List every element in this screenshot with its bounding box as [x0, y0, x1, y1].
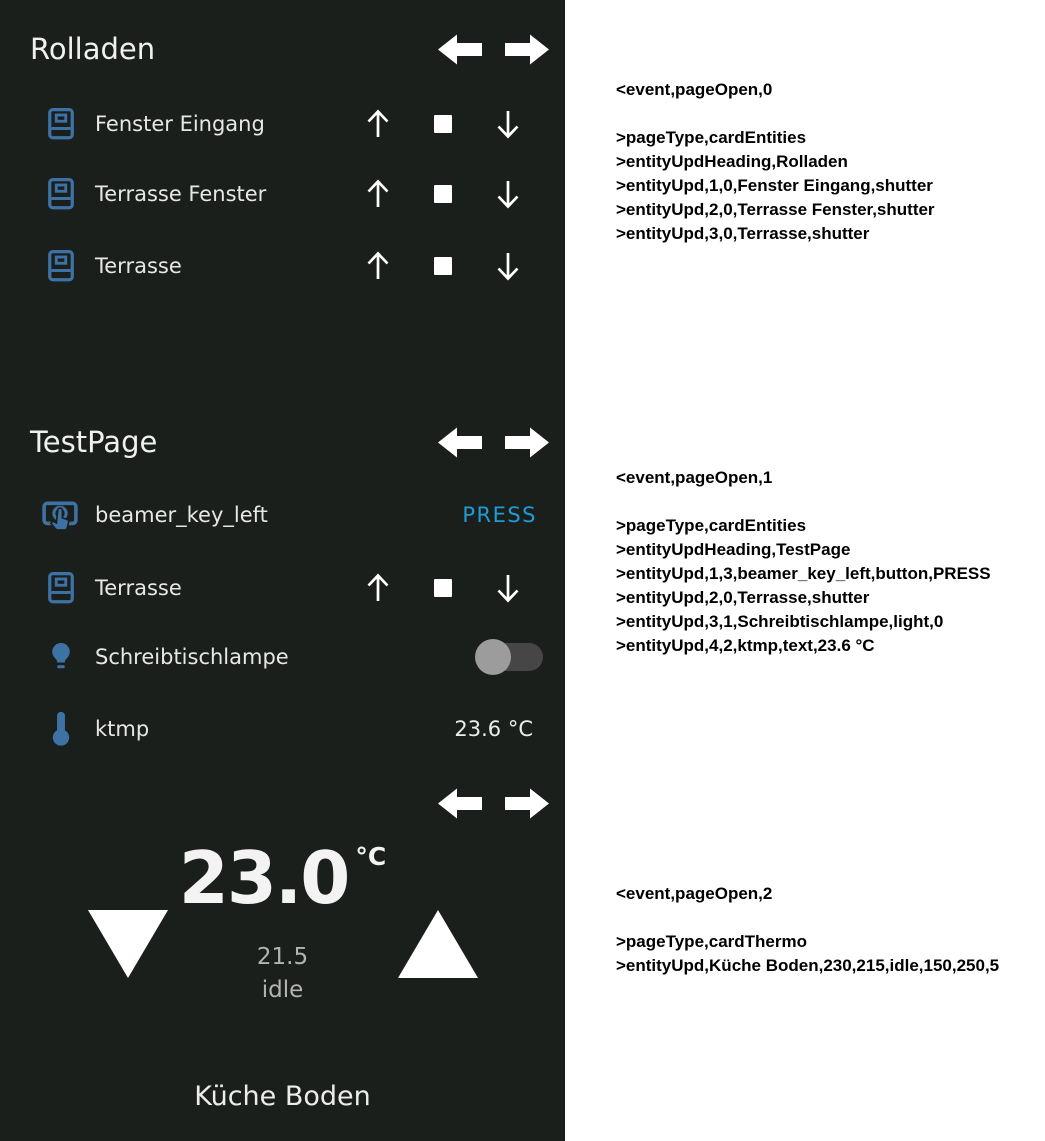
shutter-stop-button[interactable] — [427, 177, 458, 211]
thermostat-title: Küche Boden — [194, 1081, 371, 1112]
text-entity-value: 23.6 °C — [454, 717, 533, 741]
stop-square-icon — [434, 115, 452, 133]
protocol-gap — [616, 490, 1041, 514]
entity-label: Terrasse — [95, 576, 182, 600]
stop-square-icon — [434, 185, 452, 203]
shutter-stop-button[interactable] — [427, 249, 458, 283]
shutter-up-button[interactable] — [362, 107, 393, 141]
press-button[interactable]: PRESS — [462, 503, 537, 527]
entity-label: ktmp — [95, 717, 150, 741]
protocol-line: >pageType,cardEntities — [616, 516, 807, 535]
arrow-left-icon — [438, 424, 482, 461]
entity-label: Schreibtischlampe — [95, 645, 289, 669]
nav-prev-button[interactable] — [438, 424, 482, 461]
entity-label: Terrasse Fenster — [95, 182, 267, 206]
protocol-line: >entityUpd,1,0,Fenster Eingang,shutter — [616, 176, 933, 195]
arrow-up-icon — [363, 107, 393, 141]
toggle-knob — [475, 639, 511, 675]
gesture-tap-button-icon — [42, 499, 78, 532]
shutter-down-button[interactable] — [492, 571, 523, 605]
arrow-right-icon — [505, 31, 549, 68]
arrow-up-icon — [363, 249, 393, 283]
stop-square-icon — [434, 257, 452, 275]
shutter-controls — [362, 177, 523, 211]
protocol-block-page1 — [616, 466, 1041, 658]
page-nav — [438, 31, 549, 68]
page-title: Rolladen — [30, 32, 156, 66]
entity-row-terrasse — [0, 566, 565, 610]
nav-prev-button[interactable] — [438, 785, 482, 822]
window-shutter-icon — [46, 572, 76, 605]
light-toggle-off[interactable] — [477, 643, 543, 671]
window-shutter-icon — [46, 178, 76, 211]
thermometer-icon — [49, 710, 73, 748]
protocol-line: >entityUpdHeading,Rolladen — [616, 152, 848, 171]
window-shutter-icon — [46, 108, 76, 141]
hvac-state: idle — [261, 977, 304, 1003]
current-temperature-value: 23.0 — [178, 836, 349, 920]
entity-row-beamer-key-left — [0, 493, 565, 537]
entity-label: beamer_key_left — [95, 503, 268, 527]
shutter-down-button[interactable] — [492, 177, 523, 211]
window-shutter-icon — [46, 250, 76, 283]
protocol-line: >entityUpdHeading,TestPage — [616, 540, 851, 559]
protocol-line: >pageType,cardThermo — [616, 932, 807, 951]
shutter-up-button[interactable] — [362, 249, 393, 283]
protocol-line: >entityUpd,4,2,ktmp,text,23.6 °C — [616, 636, 875, 655]
page-nav — [438, 424, 549, 461]
shutter-controls — [362, 571, 523, 605]
arrow-right-icon — [505, 424, 549, 461]
protocol-line: >entityUpd,3,1,Schreibtischlampe,light,0 — [616, 612, 944, 631]
current-temperature — [0, 836, 565, 920]
shutter-controls — [362, 249, 523, 283]
stop-square-icon — [434, 579, 452, 597]
arrow-down-icon — [493, 249, 523, 283]
protocol-line: >entityUpd,Küche Boden,230,215,idle,150,250,5 — [616, 956, 1000, 975]
protocol-event-line: <event,pageOpen,1 — [616, 468, 773, 487]
shutter-controls — [362, 107, 523, 141]
shutter-stop-button[interactable] — [427, 107, 458, 141]
arrow-left-icon — [438, 785, 482, 822]
page-nav — [438, 785, 549, 822]
arrow-left-icon — [438, 31, 482, 68]
protocol-block-page2 — [616, 882, 1041, 978]
protocol-event-line: <event,pageOpen,2 — [616, 884, 773, 903]
nav-prev-button[interactable] — [438, 31, 482, 68]
temperature-unit: °C — [355, 842, 387, 871]
entity-row-schreibtischlampe — [0, 635, 565, 679]
shutter-stop-button[interactable] — [427, 571, 458, 605]
entity-label: Fenster Eingang — [95, 112, 265, 136]
nav-next-button[interactable] — [505, 785, 549, 822]
entity-row-terrasse — [0, 244, 565, 288]
lightbulb-icon — [46, 641, 76, 674]
arrow-down-icon — [493, 571, 523, 605]
shutter-up-button[interactable] — [362, 571, 393, 605]
protocol-block-page0 — [616, 78, 1041, 246]
arrow-down-icon — [493, 107, 523, 141]
shutter-down-button[interactable] — [492, 107, 523, 141]
shutter-up-button[interactable] — [362, 177, 393, 211]
entity-row-ktmp — [0, 707, 565, 751]
setpoint-temperature: 21.5 — [256, 944, 309, 970]
protocol-line: >entityUpd,1,3,beamer_key_left,button,PRESS — [616, 564, 991, 583]
entity-label: Terrasse — [95, 254, 182, 278]
shutter-down-button[interactable] — [492, 249, 523, 283]
arrow-down-icon — [493, 177, 523, 211]
entity-row-fenster-eingang — [0, 102, 565, 146]
protocol-line: >entityUpd,3,0,Terrasse,shutter — [616, 224, 870, 243]
nav-next-button[interactable] — [505, 31, 549, 68]
protocol-event-line: <event,pageOpen,0 — [616, 80, 773, 99]
protocol-gap — [616, 906, 1041, 930]
protocol-gap — [616, 102, 1041, 126]
entity-row-terrasse-fenster — [0, 172, 565, 216]
protocol-line: >entityUpd,2,0,Terrasse Fenster,shutter — [616, 200, 935, 219]
arrow-right-icon — [505, 785, 549, 822]
protocol-line: >entityUpd,2,0,Terrasse,shutter — [616, 588, 870, 607]
arrow-up-icon — [363, 177, 393, 211]
arrow-up-icon — [363, 571, 393, 605]
page-title: TestPage — [30, 425, 158, 459]
nav-next-button[interactable] — [505, 424, 549, 461]
protocol-line: >pageType,cardEntities — [616, 128, 807, 147]
